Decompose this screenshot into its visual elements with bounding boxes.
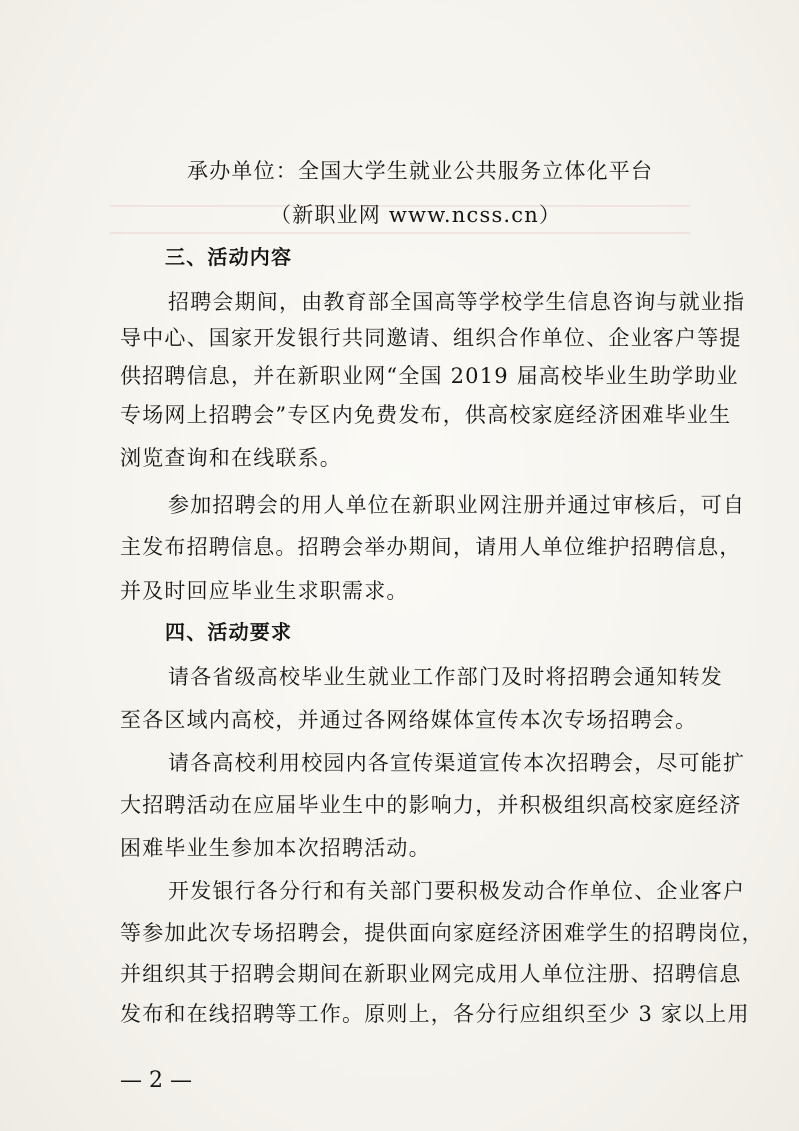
organizer-line: 承办单位：全国大学生就业公共服务立体化平台 bbox=[187, 159, 654, 183]
organizer-sub: （新职业网 www.ncss.cn） bbox=[270, 203, 562, 227]
paragraph-line: 至各区域内高校，并通过各网络媒体宣传本次专场招聘会。 bbox=[120, 708, 698, 732]
paragraph-line: 发布和在线招聘等工作。原则上，各分行应组织至少 3 家以上用 bbox=[120, 1002, 750, 1026]
paragraph-line: 等参加此次专场招聘会，提供面向家庭经济困难学生的招聘岗位， bbox=[120, 921, 764, 945]
paragraph-line: 招聘会期间，由教育部全国高等学校学生信息咨询与就业指 bbox=[168, 290, 746, 314]
paragraph-line: 请各省级高校毕业生就业工作部门及时将招聘会通知转发 bbox=[168, 665, 723, 689]
page-number: — 2 — bbox=[120, 1068, 192, 1093]
paragraph-line: 导中心、国家开发银行共同邀请、组织合作单位、企业客户等提 bbox=[120, 326, 742, 350]
paragraph-line: 参加招聘会的用人单位在新职业网注册并通过审核后，可自 bbox=[168, 493, 746, 517]
paragraph-line: 开发银行各分行和有关部门要积极发动合作单位、企业客户 bbox=[168, 879, 746, 903]
bleed-through-line bbox=[110, 232, 690, 234]
paragraph-line: 请各高校利用校园内各宣传渠道宣传本次招聘会，尽可能扩 bbox=[168, 751, 746, 775]
paragraph-line: 并组织其于招聘会期间在新职业网完成用人单位注册、招聘信息 bbox=[120, 962, 742, 986]
section-4-heading: 四、活动要求 bbox=[165, 620, 293, 644]
section-3-heading: 三、活动内容 bbox=[165, 245, 293, 269]
paragraph-line: 并及时回应毕业生求职需求。 bbox=[120, 579, 409, 603]
paragraph-line: 困难毕业生参加本次招聘活动。 bbox=[120, 836, 431, 860]
paragraph-line: 供招聘信息，并在新职业网“全国 2019 届高校毕业生助学助业 bbox=[120, 364, 739, 388]
paragraph-line: 浏览查询和在线联系。 bbox=[120, 446, 342, 470]
paragraph-line: 主发布招聘信息。招聘会举办期间，请用人单位维护招聘信息， bbox=[120, 535, 742, 559]
paragraph-line: 大招聘活动在应届毕业生中的影响力，并积极组织高校家庭经济 bbox=[120, 793, 742, 817]
paragraph-line: 专场网上招聘会”专区内免费发布，供高校家庭经济困难毕业生 bbox=[120, 403, 732, 427]
